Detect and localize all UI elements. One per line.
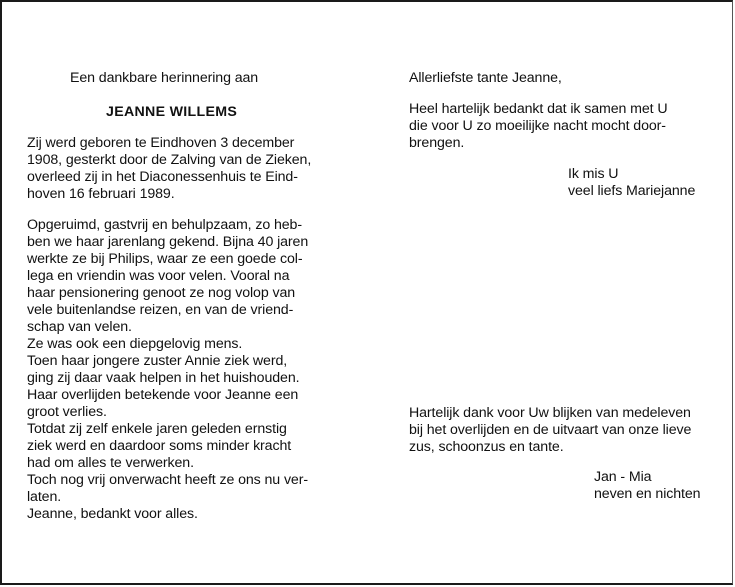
tribute-line: schap van velen.	[27, 319, 132, 335]
tribute-line: Toch nog vrij onverwacht heeft ze ons nu ver-	[27, 472, 308, 488]
tribute-line: Jeanne, bedankt voor alles.	[27, 506, 198, 522]
tribute-line: Opgeruimd, gastvrij en behulpzaam, zo heb-	[27, 217, 302, 233]
tribute-line: laten.	[27, 489, 62, 505]
signature-relation: neven en nichten	[594, 486, 701, 502]
bio-line: hoven 16 februari 1989.	[27, 186, 175, 202]
signature-names: Jan - Mia	[594, 469, 652, 485]
bio-line: Zij werd geboren te Eindhoven 3 december	[27, 135, 295, 151]
tribute-line: Ze was ook een diepgelovig mens.	[27, 336, 243, 352]
tribute-line: Toen haar jongere zuster Annie ziek werd,	[27, 353, 288, 369]
tribute-line: haar pensionering genoot ze nog volop van	[27, 285, 296, 301]
tribute-line: ben we haar jarenlang gekend. Bijna 40 jaren	[27, 234, 309, 250]
bio-line: 1908, gesterkt door de Zalving van de Zieken,	[27, 152, 312, 168]
tribute-line: had om alles te verwerken.	[27, 455, 194, 471]
deceased-name: JEANNE WILLEMS	[106, 104, 238, 120]
tribute-line: ziek werd en daardoor soms minder kracht	[27, 438, 292, 454]
bio-line: overleed zij in het Diaconessenhuis te Eind-	[27, 169, 298, 185]
greeting: Allerliefste tante Jeanne,	[409, 70, 562, 86]
tribute-line: Totdat zij zelf enkele jaren geleden ernstig	[27, 421, 287, 437]
letter-line: die voor U zo moeilijke nacht mocht door-	[409, 118, 666, 134]
closing-line: Ik mis U	[568, 166, 619, 182]
tribute-line: Haar overlijden betekende voor Jeanne een	[27, 387, 299, 403]
tribute-line: vele buitenlandse reizen, en van de vriend-	[27, 302, 294, 318]
tribute-line: lega en vriendin was voor velen. Vooral na	[27, 268, 290, 284]
tribute-line: ging zij daar vaak helpen in het huishouden.	[27, 370, 300, 386]
tribute-line: groot verlies.	[27, 404, 107, 420]
intro-line: Een dankbare herinnering aan	[70, 70, 259, 86]
thanks-line: Hartelijk dank voor Uw blijken van medeleven	[409, 405, 691, 421]
closing-signature: veel liefs Mariejanne	[568, 183, 696, 199]
thanks-line: zus, schoonzus en tante.	[409, 439, 564, 455]
tribute-line: werkte ze bij Philips, waar ze een goede col-	[27, 251, 303, 267]
letter-line: brengen.	[409, 135, 465, 151]
letter-line: Heel hartelijk bedankt dat ik samen met U	[409, 101, 668, 117]
thanks-line: bij het overlijden en de uitvaart van onze lieve	[409, 422, 692, 438]
